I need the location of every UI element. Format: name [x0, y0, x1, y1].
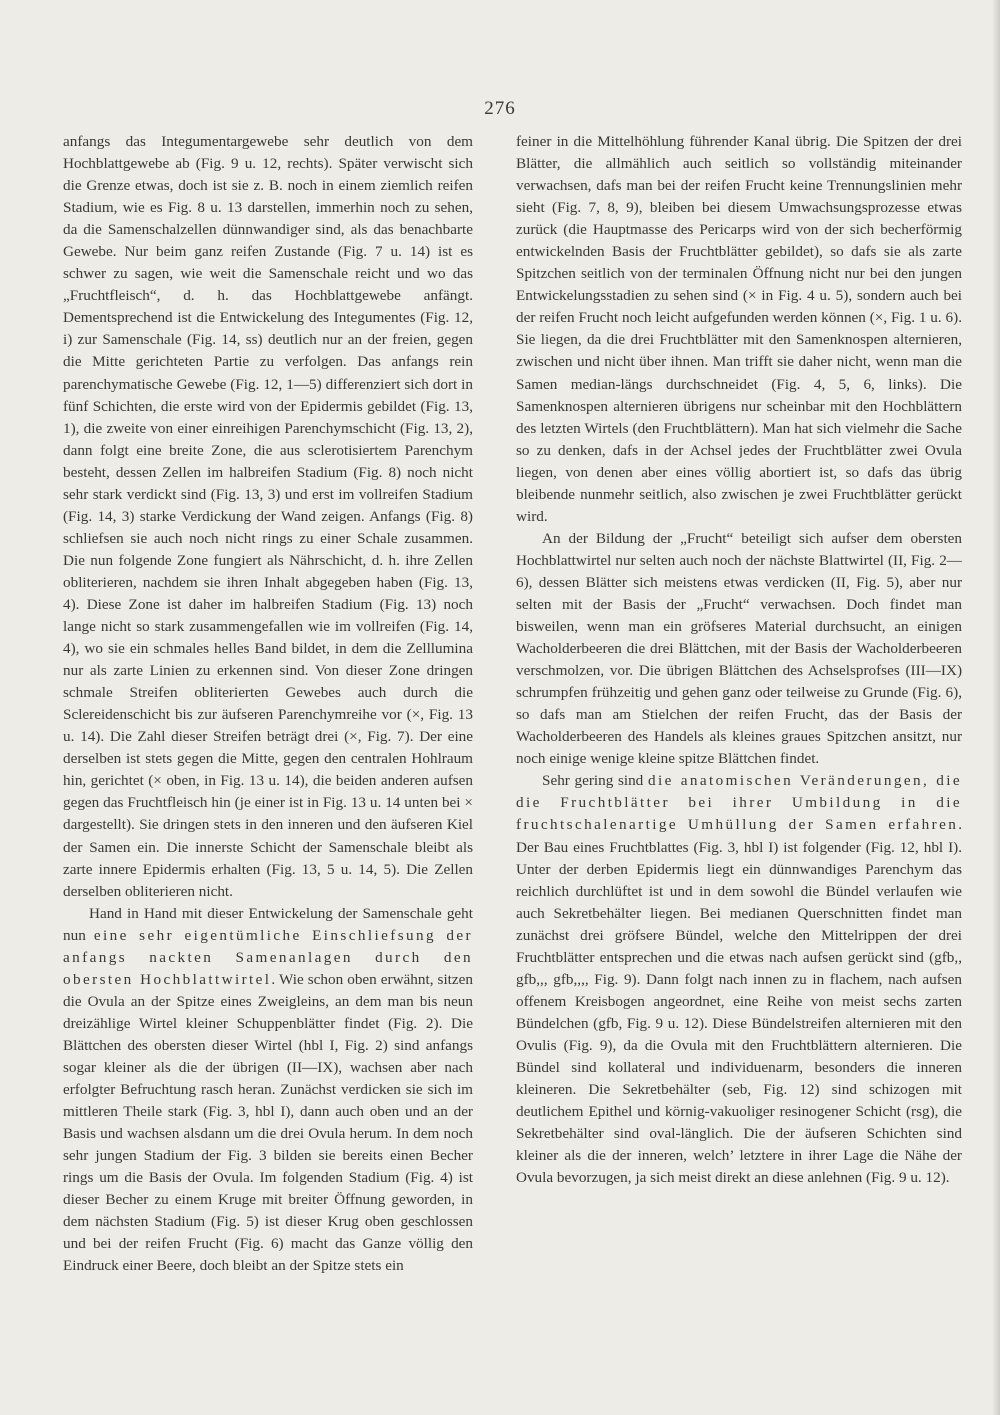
paragraph-seed-coat: anfangs das Integumentargewebe sehr deutlich von dem Hochblattgewebe ab (Fig. 9 u. 12, rechts). Später verwischt sich die Grenze etwas, doch ist sie z. B. noch in einem ziemlich reifen Stadium, wie es Fig. 8 u. 13 darstellen, immerhin noch zu sehen, da die Samenschalzellen dünnwandiger sind, als das benachbarte Gewebe. Nur beim ganz reifen Zustande (Fig. 7 u. 14) ist es schwer zu sagen, wie weit die Samenschale reicht und wo das „Fruchtfleisch“, d. h. das Hochblattgewebe anfängt. Dementsprechend ist die Entwickelung des Integumentes (Fig. 12, i) zur Samenschale (Fig. 14, ss) deutlich nur an der freien, gegen die Mitte gerichteten Partie zu verfolgen. Das anfangs rein parenchymatische Gewebe (Fig. 12, 1—5) differenziert sich dort in fünf Schichten, die erste wird von der Epidermis gebildet (Fig. 13, 1), die zweite von einer einreihigen Parenchymschicht (Fig. 13, 2), dann folgt eine breite Zone, die aus sclerotisiertem Parenchym besteht, dessen Zellen im halbreifen Stadium (Fig. 8) noch nicht sehr stark verdickt sind (Fig. 13, 3) und erst im vollreifen Stadium (Fig. 14, 3) starke Verdickung der Wand zeigen. Anfangs (Fig. 8) schliefsen sie auch noch nicht rings zu einer Schale zusammen. Die nun folgende Zone fungiert als Nährschicht, d. h. ihre Zellen obliterieren, nachdem sie ihren Inhalt abgegeben haben (Fig. 13, 4). Diese Zone ist daher im halbreifen Stadium (Fig. 13) noch lange nicht so stark zusammengefallen wie im vollreifen (Fig. 14, 4), wo sie ein schmales helles Band bildet, in dem die Zelllumina nur als zarte Linien zu erkennen sind. Von dieser Zone dringen schmale Streifen obliterierten Gewebes auch durch die Sclereidenschicht bis zur äufseren Parenchymreihe vor (×, Fig. 13 u. 14). Die Zahl dieser Streifen beträgt drei (×, Fig. 7). Der eine derselben ist stets gegen die Mitte, gegen den centralen Hohlraum hin, gerichtet (× oben, in Fig. 13 u. 14), die beiden anderen aufsen gegen das Fruchtfleisch hin (je einer ist in Fig. 13 u. 14 unten bei × dargestellt). Sie dringen stets in den inneren und den äufseren Kiel der Samen ein. Die innerste Schicht der Samenschale bleibt als zarte innere Epidermis erhalten (Fig. 13, 5 u. 14, 5). Die Zellen derselben obliterieren nicht.	[63, 133, 473, 900]
paragraph-fruit-formation: An der Bildung der „Frucht“ beteiligt sich aufser dem obersten Hochblattwirtel nur selten auch noch der nächste Blattwirtel (II, Fig. 2—6), dessen Blätter sich meistens etwas verdicken (II, Fig. 5), aber nur selten mit der Basis der „Frucht“ verwachsen. Doch findet man bisweilen, wenn man ein gröfseres Material durchsucht, an einigen Wacholderbeeren die drei Blättchen, mit der Basis der Wacholderbeeren verschmolzen, vor. Die übrigen Blättchen des Achselsprofses (III—IX) schrumpfen frühzeitig und gehen ganz oder teilweise zu Grunde (Fig. 6), so dafs man am Stielchen der reifen Frucht, das der Basis der Wacholderbeeren des Handels als kleines graues Spitzchen ansitzt, nur noch einige wenige kleine spitze Blättchen findet.	[516, 529, 962, 768]
left-column	[63, 131, 473, 1277]
paragraph-anatomy	[516, 770, 962, 1189]
right-column	[516, 131, 962, 1189]
paragraph-fruit-tips: feiner in die Mittelhöhlung führender Kanal übrig. Die Spitzen der drei Blätter, die allmählich auch seitlich so vollständig miteinander verwachsen, dafs man bei der reifen Frucht keine Trennungslinien mehr sieht (Fig. 7, 8, 9), bleiben bei diesem Umwachsungsprozesse etwas zurück (die Hauptmasse des Pericarps wird von der sich becherförmig entwickelnden Basis der Fruchtblätter gebildet), so dafs sie als zarte Spitzchen seitlich von der terminalen Öffnung nicht nur bei den jungen Entwickelungsstadien zu sehen sind (× in Fig. 4 u. 5), sondern auch bei der reifen Frucht noch leicht aufgefunden werden können (×, Fig. 1 u. 6). Sie liegen, da die drei Fruchtblätter mit den Samenknospen alternieren, zwischen und nicht über ihnen. Man trifft sie daher nicht, wenn man die Samen median-längs durchschneidet (Fig. 4, 5, 6, links). Die Samenknospen alternieren übrigens nur scheinbar mit den Hochblättern des letzten Wirtels (den Fruchtblättern). Man hat sich vielmehr die Sache so zu denken, dafs in der Achsel jedes der Fruchtblätter zwei Ovula liegen, von denen aber eines völlig abortiert ist, so dafs das übrig bleibende nunmehr seitlich, also zwischen je zwei Fruchtblätter gerückt wird.	[516, 133, 962, 525]
paragraph-text-end: . Wie schon oben erwähnt, sitzen die Ovula an der Spitze eines Zweigleins, an dem man bis neun dreizählige Wirtel kleiner Schuppenblätter findet (Fig. 2). Die Blättchen des obersten dieser Wirtel (hbl I, Fig. 2) sind anfangs sogar kleiner als die der übrigen (II—IX), wachsen aber nach erfolgter Befruchtung rasch heran. Zunächst verdicken sie sich im mittleren Theile stark (Fig. 3, hbl I), dann auch oben und an der Basis und wachsen alsdann um die drei Ovula herum. In dem noch sehr jungen Stadium der Fig. 3 bilden sie bereits einen Becher rings um die Basis der Ovula. Im folgenden Stadium (Fig. 4) ist dieser Becher zu einem Kruge mit breiter Öffnung geworden, in dem nächsten Stadium (Fig. 5) ist dieser Krug oben geschlossen und bei der reifen Frucht (Fig. 6) macht das Ganze völlig den Eindruck einer Beere, doch bleibt an der Spitze stets ein	[63, 970, 473, 1275]
emphasized-text: die anatomischen Veränderungen, die die Fruchtblätter bei ihrer Umbildung in die fruchtschalenartige Umhüllung der Samen erfahren	[516, 772, 962, 834]
page-number: 276	[484, 98, 516, 119]
paragraph-text-start: Sehr gering sind	[542, 772, 648, 790]
paragraph-bract-enclosure	[63, 903, 473, 1278]
paragraph-text-end: . Der Bau eines Fruchtblattes (Fig. 3, hbl I) ist folgender (Fig. 12, hbl I). Unter der derben Epidermis liegt ein dünnwandiges Parenchym das reichlich durchlüftet ist und in dem sowohl die Bündel verlaufen wie auch Sekretbehälter liegen. Bei medianen Querschnitten findet man zunächst drei gröfsere Bündel, welche den Mittelrippen der drei Fruchtblätter entsprechen und die etwas nach aufsen gerückt sind (gfb,, gfb,,, gfb,,,, Fig. 9). Dann folgt nach innen zu in flachem, nach aufsen offenem Kreisbogen angeordnet, eine Reihe von meist sechs zarten Bündelchen (gfb, Fig. 9 u. 12). Diese Bündelstreifen alternieren mit den Ovulis (Fig. 9), da die Ovula mit den Fruchtblättern alternieren. Die Bündel sind kollateral und individuenarm, besonders die inneren kleineren. Die Sekretbehälter (seb, Fig. 12) sind schizogen mit deutlichem Epithel und körnig-vakuoliger resinogener Schicht (rsg), die Sekretbehälter sind oval-länglich. Die der äufseren Schichten sind kleiner als die der inneren, welch’ letztere in ihrer Lage die Nähe der Ovula bevorzugen, ja sich meist direkt an diese anlehnen (Fig. 9 u. 12).	[516, 816, 962, 1187]
page-edge-shadow	[992, 0, 1000, 1415]
paragraph-text-start: Hand in Hand mit dieser Entwickelung der Samenschale geht nun	[63, 904, 473, 944]
emphasized-text: eine sehr eigentümliche Einschliefsung der anfangs nackten Samenanlagen durch den obersten Hochblattwirtel	[63, 926, 473, 988]
